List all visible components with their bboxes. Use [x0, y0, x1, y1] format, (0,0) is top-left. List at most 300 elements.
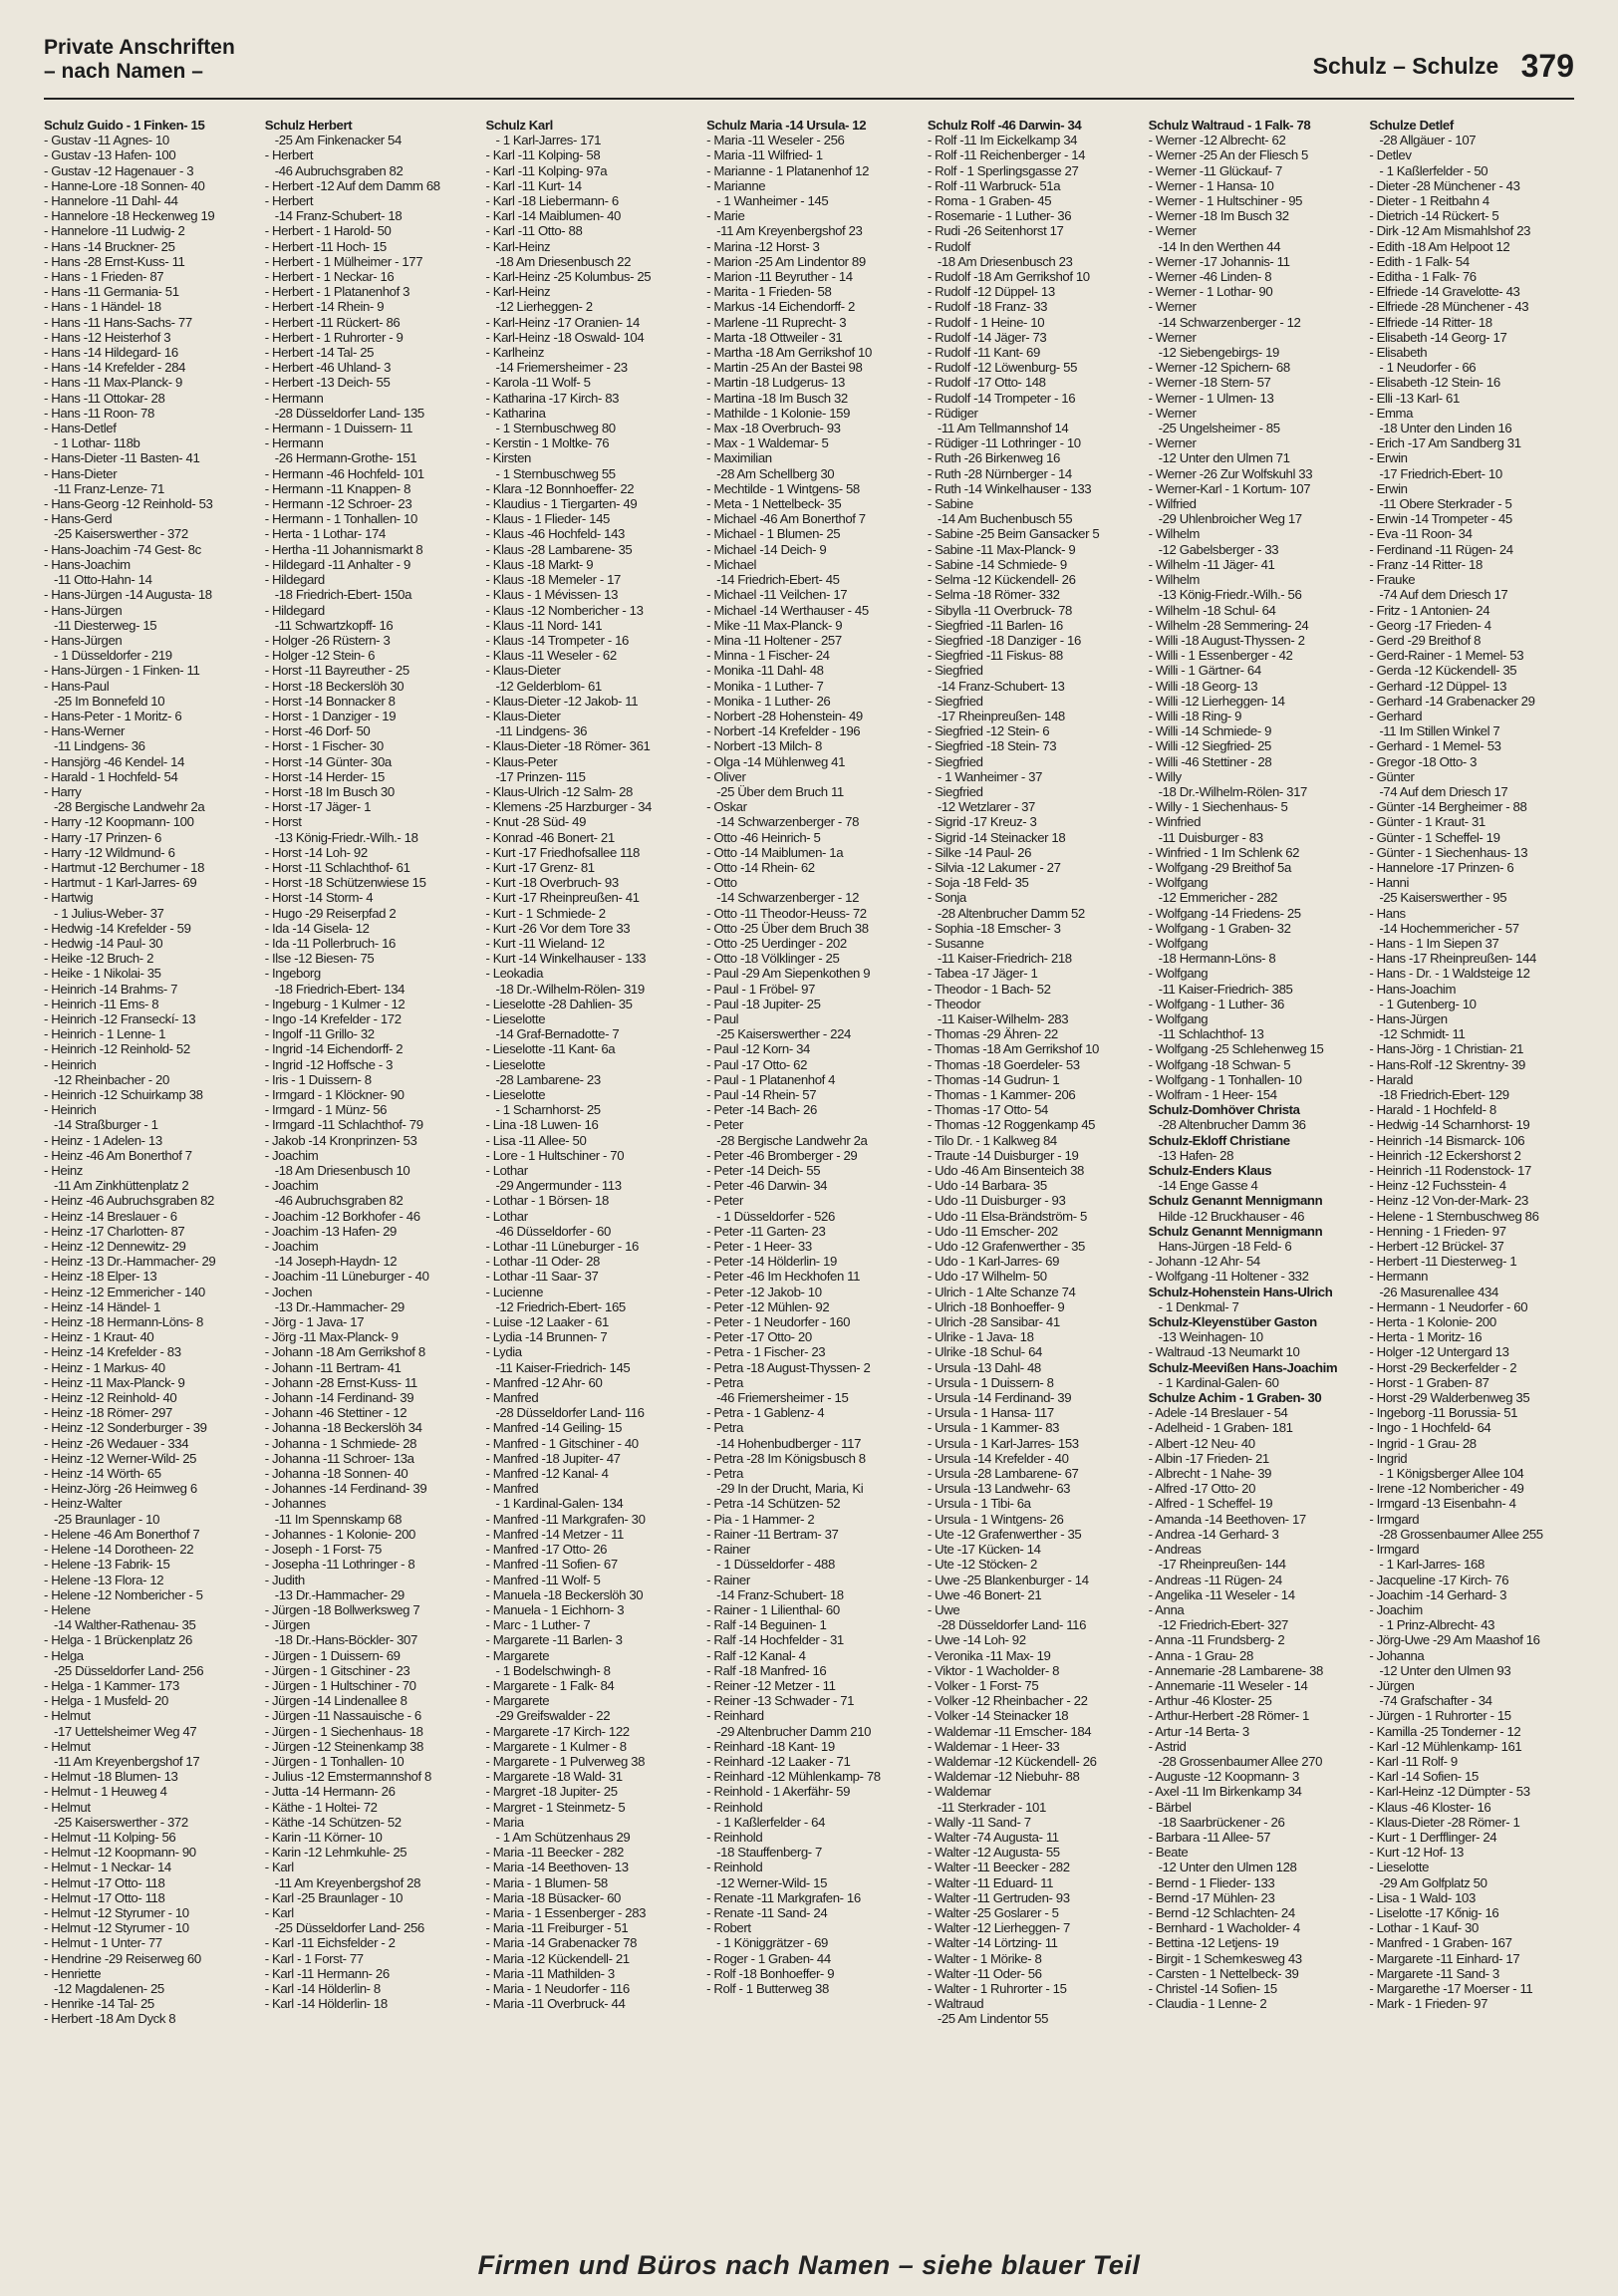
directory-entry: - Klaus -18 Markt- 9 [485, 556, 594, 572]
directory-entry: - Walter -11 Beecker - 282 [927, 1860, 1070, 1875]
directory-entry: - Wilhelm -11 Jäger- 41 [1148, 556, 1275, 572]
directory-entry: -13 König-Friedr.-Wilh.- 56 [1158, 587, 1302, 603]
page-header [44, 30, 1574, 100]
directory-entry: - Hartwig [44, 890, 94, 906]
directory-entry: Schulz-Enders Klaus [1148, 1163, 1272, 1179]
directory-entry: - Herbert -12 Auf dem Damm 68 [264, 177, 440, 193]
directory-entry: -28 Bergische Landwehr 2a [716, 1132, 868, 1148]
directory-entry: - Mark - 1 Frieden- 97 [1369, 1996, 1488, 2012]
directory-entry: - Heinrich [44, 1056, 97, 1072]
directory-entry: - Hildegard [264, 602, 325, 618]
directory-entry: - Herbert -18 Am Dyck 8 [44, 2011, 176, 2027]
directory-entry: - Roger - 1 Graben- 44 [706, 1950, 831, 1966]
directory-entry: -11 Lindgens- 36 [495, 723, 588, 739]
directory-entry: -11 Im Spennskamp 68 [274, 1511, 403, 1527]
directory-entry: - Lothar -11 Oder- 28 [485, 1254, 600, 1270]
directory-entry: - Lydia -14 Brunnen- 7 [485, 1329, 608, 1345]
directory-entry: - Wilhelm [1148, 526, 1200, 542]
directory-entry: - Helmut - 1 Neckar- 14 [44, 1860, 171, 1875]
directory-entry: - Jürgen [1369, 1677, 1415, 1693]
directory-entry: - Karl -14 Maiblumen- 40 [485, 208, 621, 224]
directory-entry: - Hanne-Lore -18 Sonnen- 40 [44, 177, 205, 193]
directory-column-7 [1369, 118, 1582, 2210]
directory-entry: - Heinz -17 Charlotten- 87 [44, 1223, 185, 1239]
directory-entry: -25 Düsseldorfer Land- 256 [54, 1662, 204, 1678]
directory-entry: - Hannelore -11 Ludwig- 2 [44, 223, 185, 239]
directory-entry: - Marta -18 Ottweiler - 31 [706, 329, 843, 345]
directory-entry: - Manfred -14 Geiling- 15 [485, 1420, 623, 1436]
directory-entry: - Heinz -12 Von-der-Mark- 23 [1369, 1193, 1528, 1209]
directory-entry: - Waldemar -12 Kückendell- 26 [927, 1753, 1097, 1769]
directory-entry: Schulz-Kleyenstüber Gaston [1148, 1314, 1317, 1330]
directory-entry: - Hans - 1 Im Siepen 37 [1369, 935, 1499, 951]
directory-entry: - Jürgen - 1 Siechenhaus- 18 [264, 1723, 423, 1739]
directory-entry: - Anna [1148, 1601, 1185, 1617]
directory-entry: - Robert [706, 1920, 751, 1936]
directory-entry: -25 Kaiserswerther - 372 [54, 1814, 188, 1830]
directory-entry: -29 Am Golfplatz 50 [1379, 1874, 1487, 1890]
directory-entry: - Rolf -11 Reichenberger - 14 [927, 147, 1086, 163]
directory-entry: -11 Am Kreyenbergshof 28 [274, 1874, 421, 1890]
directory-entry: -28 Düsseldorfer Land- 116 [937, 1617, 1087, 1633]
directory-entry: - Bernd - 1 Flieder- 133 [1148, 1874, 1275, 1890]
directory-entry: - Harald - 1 Hochfeld- 54 [44, 768, 178, 784]
directory-entry: - Peter -46 Bromberger - 29 [706, 1147, 858, 1163]
directory-entry: - Karl-Heinz -18 Oswald- 104 [485, 329, 645, 345]
directory-entry: - Wolfgang -18 Schwan- 5 [1148, 1056, 1291, 1072]
directory-entry: - Monika - 1 Luther- 26 [706, 693, 831, 709]
directory-entry: - Peter -11 Garten- 23 [706, 1223, 826, 1239]
directory-entry: Schulz-Hohenstein Hans-Ulrich [1148, 1284, 1333, 1299]
directory-entry: - Theodor - 1 Bach- 52 [927, 981, 1051, 997]
directory-entry: - Werner [1148, 329, 1197, 345]
directory-entry: - Rudolf [927, 238, 970, 254]
directory-entry: - Karl [264, 1860, 294, 1875]
directory-entry: - Herta - 1 Kolonie- 200 [1369, 1314, 1496, 1330]
directory-entry: -13 König-Friedr.-Wilh.- 18 [274, 829, 418, 845]
directory-entry: - Wilhelm -28 Semmering- 24 [1148, 617, 1309, 633]
directory-entry: - Manfred -11 Wolf- 5 [485, 1572, 601, 1587]
directory-entry: - Waldemar [927, 1784, 991, 1800]
directory-entry: - Michael - 1 Blumen- 25 [706, 526, 841, 542]
directory-entry: - Manfred - 1 Graben- 167 [1369, 1935, 1512, 1951]
directory-entry: -26 Hermann-Grothe- 151 [274, 450, 417, 466]
directory-entry: - Heike - 1 Nikolai- 35 [44, 966, 161, 982]
directory-entry: - Reinhard [706, 1708, 764, 1724]
directory-entry: - Henning - 1 Frieden- 97 [1369, 1223, 1506, 1239]
directory-entry: - Lieselotte [485, 1010, 546, 1026]
directory-entry: - Horst -11 Bayreuther - 25 [264, 663, 409, 679]
directory-entry: - Reiner -12 Metzer - 11 [706, 1677, 836, 1693]
directory-entry: - Herbert -13 Deich- 55 [264, 375, 391, 391]
directory-entry: - Kurt -11 Wieland- 12 [485, 935, 605, 951]
directory-entry: -11 Am Tellmannshof 14 [937, 421, 1069, 436]
directory-entry: - Werner -11 Glückauf- 7 [1148, 162, 1282, 178]
directory-entry: - Silke -14 Paul- 26 [927, 844, 1032, 860]
directory-entry: -29 Uhlenbroicher Weg 17 [1158, 511, 1302, 527]
directory-entry: - Kirsten [485, 450, 531, 466]
directory-entry: - Manfred -11 Markgrafen- 30 [485, 1511, 646, 1527]
directory-entry: - Johann -14 Ferdinand- 39 [264, 1390, 414, 1406]
directory-entry: - Johannes -14 Ferdinand- 39 [264, 1481, 427, 1497]
directory-entry: - Hartmut -12 Berchumer - 18 [44, 859, 205, 875]
directory-entry: - Hans -14 Bruckner- 25 [44, 238, 175, 254]
directory-entry: - Kamilla -25 Tonderner - 12 [1369, 1723, 1521, 1739]
directory-entry: - Hans -11 Roon- 78 [44, 405, 154, 421]
directory-entry: -28 Altenbrucher Damm 52 [937, 905, 1085, 921]
directory-entry: - Dieter -28 Münchener - 43 [1369, 177, 1520, 193]
directory-entry: - Peter - 1 Heer- 33 [706, 1239, 812, 1255]
directory-entry: - Hannelore -11 Dahl- 44 [44, 193, 178, 209]
directory-entry: -28 Altenbrucher Damm 36 [1158, 1117, 1306, 1133]
directory-entry: - Paul -29 Am Siepenkothen 9 [706, 966, 871, 982]
directory-entry: - Manfred -12 Ahr- 60 [485, 1374, 603, 1390]
directory-entry: - Maria - 1 Neudorfer - 116 [485, 1980, 630, 1996]
directory-entry: - Heinrich - 1 Lenne- 1 [44, 1026, 166, 1042]
directory-entry: - Lydia [485, 1344, 522, 1360]
directory-entry: - Ulrike - 1 Java- 18 [927, 1329, 1034, 1345]
directory-entry: - Kurt - 1 Schmiede- 2 [485, 905, 606, 921]
directory-entry: - Joachim -11 Lüneburger - 40 [264, 1269, 429, 1285]
directory-entry: - Lina -18 Luwen- 16 [485, 1117, 599, 1133]
directory-entry: - Winfried - 1 Im Schlenk 62 [1148, 844, 1300, 860]
directory-entry: - Ralf -14 Beguinen- 1 [706, 1617, 827, 1633]
directory-entry: - Joseph - 1 Forst- 75 [264, 1542, 382, 1558]
page-range-header [1313, 48, 1574, 85]
directory-entry: -26 Masurenallee 434 [1379, 1284, 1498, 1299]
directory-entry: - Otto -18 Völklinger - 25 [706, 951, 840, 967]
directory-entry: -74 Grafschafter - 34 [1379, 1693, 1492, 1709]
directory-entry: - Walter - 1 Ruhrorter - 15 [927, 1980, 1067, 1996]
directory-entry: -25 Kaiserswerther - 224 [716, 1026, 851, 1042]
directory-entry: - Rainer -11 Bertram- 37 [706, 1526, 839, 1542]
directory-entry: - Hermann [1369, 1269, 1429, 1285]
directory-entry: - Tabea -17 Jäger- 1 [927, 966, 1038, 982]
directory-entry: - Hans-Paul [44, 678, 110, 694]
directory-entry: -17 Rheinpreußen- 148 [937, 708, 1065, 723]
directory-entry: - 1 Neudorfer - 66 [1379, 360, 1477, 376]
directory-entry: -46 Düsseldorfer - 60 [495, 1223, 611, 1239]
directory-entry: - Herbert -14 Tal- 25 [264, 345, 375, 361]
directory-entry: - Klaus -46 Hochfeld- 143 [485, 526, 625, 542]
directory-entry: - Hans -12 Heisterhof 3 [44, 329, 171, 345]
directory-entry: - Klaus -11 Weseler - 62 [485, 648, 617, 664]
directory-entry: - Karl-Heinz -25 Kolumbus- 25 [485, 269, 652, 285]
directory-entry: - Claudia - 1 Lenne- 2 [1148, 1996, 1267, 2012]
directory-entry: -46 Aubruchsgraben 82 [274, 1193, 404, 1209]
directory-entry: - Wilhelm [1148, 572, 1200, 588]
directory-entry: - Reinhard -18 Kant- 19 [706, 1738, 835, 1754]
directory-entry: -28 Düsseldorfer Land- 116 [495, 1405, 645, 1421]
directory-entry: - Wolfgang [1148, 935, 1209, 951]
directory-entry: -12 Schmidt- 11 [1379, 1026, 1466, 1042]
directory-entry: - Udo -46 Am Binsenteich 38 [927, 1163, 1084, 1179]
directory-entry: -14 Hochemmericher - 57 [1379, 920, 1519, 936]
directory-entry: - Marc - 1 Luther- 7 [485, 1617, 591, 1633]
directory-entry: - Hedwig -14 Paul- 30 [44, 935, 163, 951]
directory-entry: - 1 Karl-Jarres- 171 [495, 133, 602, 148]
directory-entry: - Hans -11 Max-Planck- 9 [44, 375, 182, 391]
directory-entry: - Elfriede -14 Gravelotte- 43 [1369, 284, 1520, 300]
directory-entry: - Erwin -14 Trompeter - 45 [1369, 511, 1512, 527]
directory-entry: - Reinhard -12 Laaker - 71 [706, 1753, 851, 1769]
directory-entry: - Hans - Dr. - 1 Waldsteige 12 [1369, 966, 1530, 982]
directory-entry: - Horst [264, 814, 302, 830]
section-title [44, 36, 235, 84]
directory-entry: - Jürgen - 1 Tonhallen- 10 [264, 1753, 404, 1769]
directory-entry: - Hannelore -18 Heckenweg 19 [44, 208, 215, 224]
directory-entry: -17 Friedrich-Ebert- 10 [1379, 465, 1502, 481]
directory-entry: - Irmgard - 1 Münz- 56 [264, 1102, 388, 1118]
directory-entry: - Margarethe -17 Moerser - 11 [1369, 1980, 1533, 1996]
directory-entry: - Thomas -18 Goerdeler- 53 [927, 1056, 1080, 1072]
directory-entry: - Margret -18 Jupiter- 25 [485, 1784, 618, 1800]
directory-entry: - Walter -11 Gertruden- 93 [927, 1889, 1070, 1905]
directory-entry: - Margarete - 1 Falk- 84 [485, 1677, 615, 1693]
directory-entry: - Adelheid - 1 Graben- 181 [1148, 1420, 1293, 1436]
directory-entry: - Elfriede -14 Ritter- 18 [1369, 314, 1492, 330]
directory-entry: - Helene -13 Flora- 12 [44, 1572, 164, 1587]
directory-entry: - Johann -12 Ahr- 54 [1148, 1254, 1260, 1270]
directory-entry: - 1 Wanheimer - 145 [716, 193, 829, 209]
directory-entry: - Reinhold [706, 1860, 763, 1875]
directory-entry: - Otto -25 Uerdinger - 202 [706, 935, 847, 951]
directory-entry: - Beate [1148, 1845, 1189, 1861]
directory-entry: - Thomas -17 Otto- 54 [927, 1102, 1048, 1118]
directory-entry: - Herbert -11 Hoch- 15 [264, 238, 387, 254]
directory-entry: - Helmut - 1 Heuweg 4 [44, 1784, 167, 1800]
directory-entry: - Manfred -11 Sofien- 67 [485, 1557, 618, 1573]
directory-entry: - Rudi -26 Seitenhorst 17 [927, 223, 1064, 239]
directory-entry: -25 Über dem Bruch 11 [716, 783, 844, 799]
directory-entry: - Anna - 1 Grau- 28 [1148, 1647, 1253, 1663]
directory-entry: - Joachim -14 Gerhard- 3 [1369, 1586, 1507, 1602]
directory-entry: - Heinz-Walter [44, 1496, 123, 1512]
directory-entry: - Helene -46 Am Bonerthof 7 [44, 1526, 200, 1542]
directory-entry: - 1 Königgrätzer - 69 [716, 1935, 828, 1951]
directory-entry: - Elisabeth -14 Georg- 17 [1369, 329, 1507, 345]
directory-entry: - Wolfgang -11 Holtener - 332 [1148, 1269, 1309, 1285]
directory-entry: - Margarete -18 Wald- 31 [485, 1769, 623, 1785]
directory-entry: - Gustav -12 Hagenauer - 3 [44, 162, 194, 178]
directory-entry: - Werner -18 Stern- 57 [1148, 375, 1271, 391]
directory-entry: - Sibylla -11 Overbruck- 78 [927, 602, 1072, 618]
directory-entry: - Horst -46 Dorf- 50 [264, 723, 371, 739]
directory-entry: -18 Am Driesenbusch 23 [937, 253, 1073, 269]
directory-entry: - Jacqueline -17 Kirch- 76 [1369, 1572, 1509, 1587]
directory-entry: -12 Werner-Wild- 15 [716, 1874, 828, 1890]
directory-entry: - Jürgen - 1 Ruhrorter - 15 [1369, 1708, 1511, 1724]
section-title-line2: – nach Namen – [44, 60, 203, 83]
directory-entry: -11 Kaiser-Friedrich- 385 [1158, 981, 1293, 997]
directory-entry: - Axel -11 Im Birkenkamp 34 [1148, 1784, 1302, 1800]
directory-entry: - Rainer [706, 1542, 750, 1558]
directory-entry: - Uwe -46 Bonert- 21 [927, 1586, 1042, 1602]
directory-entry: - Margarete -11 Einhard- 17 [1369, 1950, 1520, 1966]
directory-entry: -14 Enge Gasse 4 [1158, 1178, 1258, 1194]
directory-entry: Schulz Maria -14 Ursula- 12 [706, 118, 867, 133]
directory-entry: - Günter - 1 Kraut- 31 [1369, 814, 1485, 830]
directory-entry: - Petra - 1 Gablenz- 4 [706, 1405, 825, 1421]
directory-entry: - Ralf -12 Kanal- 4 [706, 1647, 806, 1663]
directory-entry: - Horst -29 Walderbenweg 35 [1369, 1390, 1530, 1406]
directory-entry: - Heinrich [44, 1102, 97, 1118]
directory-entry: - Dieter - 1 Reitbahn 4 [1369, 193, 1489, 209]
directory-entry: - Maria -18 Büsacker- 60 [485, 1889, 621, 1905]
directory-entry: - Ursula - 1 Karl-Jarres- 153 [927, 1435, 1079, 1451]
directory-entry: - Ralf -18 Manfred- 16 [706, 1662, 827, 1678]
directory-entry: - Heinz -14 Krefelder - 83 [44, 1344, 181, 1360]
directory-entry: -13 Hafen- 28 [1158, 1147, 1234, 1163]
directory-entry: - Hans -28 Ernst-Kuss- 11 [44, 253, 185, 269]
directory-entry: - Udo - 1 Karl-Jarres- 69 [927, 1254, 1060, 1270]
directory-entry: -18 Friedrich-Ebert- 129 [1379, 1087, 1509, 1102]
directory-entry: - Paul - 1 Fröbel- 97 [706, 981, 816, 997]
directory-entry: - Hans -11 Hans-Sachs- 77 [44, 314, 192, 330]
directory-entry: - Gerd -29 Breithof 8 [1369, 632, 1482, 648]
directory-entry: - Maria -11 Wilfried- 1 [706, 147, 823, 163]
directory-entry: - Heinrich -12 Franseckí- 13 [44, 1010, 196, 1026]
directory-entry: - Jörg -11 Max-Planck- 9 [264, 1329, 399, 1345]
directory-entry: - Heinz -14 Breslauer - 6 [44, 1208, 177, 1224]
directory-entry: - Mina -11 Holtener - 257 [706, 632, 842, 648]
directory-entry: - Hans -11 Ottokar- 28 [44, 390, 165, 406]
directory-entry: -18 Friedrich-Ebert- 134 [274, 981, 405, 997]
directory-entry: - 1 Bodelschwingh- 8 [495, 1662, 611, 1678]
directory-entry: - Gerda -12 Kückendell- 35 [1369, 663, 1517, 679]
directory-entry: -11 Obere Sterkrader - 5 [1379, 496, 1512, 512]
directory-entry: - Maria -14 Grabenacker 78 [485, 1935, 638, 1951]
directory-column-6 [1149, 118, 1362, 2210]
directory-entry: - Ute -17 Kücken- 14 [927, 1542, 1041, 1558]
directory-entry: - Hans -17 Rheinpreußen- 144 [1369, 951, 1536, 967]
directory-entry: -29 Greifswalder - 22 [495, 1708, 611, 1724]
directory-entry: - Rosemarie - 1 Luther- 36 [927, 208, 1072, 224]
directory-entry: - Paul - 1 Platanenhof 4 [706, 1071, 836, 1087]
directory-entry: -25 Im Bonnefeld 10 [54, 693, 165, 709]
directory-entry: - Katharina [485, 405, 546, 421]
directory-entry: - Herbert -46 Uhland- 3 [264, 360, 392, 376]
directory-entry: - Karl -25 Braunlager - 10 [264, 1889, 404, 1905]
directory-entry: -11 Diesterweg- 15 [54, 617, 157, 633]
directory-entry: - Hans-Rolf -12 Skrentny- 39 [1369, 1056, 1525, 1072]
directory-entry: - Julius -12 Emstermannshof 8 [264, 1769, 431, 1785]
directory-entry: -28 Grossenbaumer Allee 270 [1158, 1753, 1322, 1769]
directory-entry: - Sophia -18 Emscher- 3 [927, 920, 1061, 936]
directory-entry: - Martina -18 Im Busch 32 [706, 390, 848, 406]
directory-entry: - Rudolf -17 Otto- 148 [927, 375, 1046, 391]
directory-entry: - Heinrich -12 Reinhold- 52 [44, 1041, 190, 1057]
directory-entry: - Harry -12 Koopmann- 100 [44, 814, 194, 830]
directory-entry: - Willi -46 Stettiner - 28 [1148, 753, 1272, 769]
directory-entry: - Herbert -11 Rückert- 86 [264, 314, 401, 330]
directory-entry: - Hans-Detlef [44, 421, 117, 436]
directory-entry: - Irmgard -11 Schlachthof- 79 [264, 1117, 423, 1133]
directory-entry: - Lothar - 1 Kauf- 30 [1369, 1920, 1479, 1936]
directory-entry: - Andreas -11 Rügen- 24 [1148, 1572, 1282, 1587]
directory-entry: - Werner -12 Albrecht- 62 [1148, 133, 1286, 148]
directory-entry: - Max -18 Overbruch- 93 [706, 421, 841, 436]
directory-entry: - Hans-Jörg - 1 Christian- 21 [1369, 1041, 1524, 1057]
directory-entry: - Karin -12 Lehmkuhle- 25 [264, 1845, 407, 1861]
directory-entry: - Werner - 1 Lothar- 90 [1148, 284, 1273, 300]
directory-entry: -28 Am Schellberg 30 [716, 465, 835, 481]
directory-entry: -28 Lambarene- 23 [495, 1071, 601, 1087]
directory-entry: - Willy [1148, 768, 1182, 784]
directory-entry: -14 Schwarzenberger - 12 [1158, 314, 1301, 330]
directory-entry: - Johann -46 Stettiner - 12 [264, 1405, 407, 1421]
directory-entry: - Ulrich - 1 Alte Schanze 74 [927, 1284, 1076, 1299]
directory-entry: - Johann -11 Bertram- 41 [264, 1359, 402, 1375]
directory-entry: -14 Franz-Schubert- 18 [716, 1586, 844, 1602]
directory-entry: - Helmut -12 Styrumer - 10 [44, 1904, 189, 1920]
directory-entry: - Maria -11 Mathilden- 3 [485, 1965, 615, 1981]
directory-entry: - Michael -11 Veilchen- 17 [706, 587, 848, 603]
directory-entry: - Werner-Karl - 1 Kortum- 107 [1148, 480, 1311, 496]
directory-entry: - Manfred [485, 1390, 539, 1406]
directory-entry: - Ingo -14 Krefelder - 172 [264, 1010, 402, 1026]
directory-entry: - Heinz - 1 Kraut- 40 [44, 1329, 154, 1345]
directory-entry: -13 Dr.-Hammacher- 29 [274, 1298, 404, 1314]
directory-entry: -14 Walther-Rathenau- 35 [54, 1617, 196, 1633]
directory-entry: - Jürgen -18 Bollwerksweg 7 [264, 1601, 420, 1617]
directory-entry: - Günter - 1 Scheffel- 19 [1369, 829, 1500, 845]
directory-entry: - Rolf -11 Im Eickelkamp 34 [927, 133, 1078, 148]
directory-entry: -18 Am Driesenbusch 10 [274, 1163, 410, 1179]
directory-entry: - Jürgen [264, 1617, 310, 1633]
directory-entry: - Norbert -14 Krefelder - 196 [706, 723, 861, 739]
directory-entry: Schulz-Ekloff Christiane [1148, 1132, 1290, 1148]
directory-entry: - Heinrich -12 Schuirkamp 38 [44, 1087, 203, 1102]
directory-entry: - Helmut [44, 1708, 91, 1724]
directory-entry: - Helmut -12 Styrumer - 10 [44, 1920, 189, 1936]
directory-entry: - Klaus - 1 Flieder- 145 [485, 511, 610, 527]
directory-entry: - Jakob -14 Kronprinzen- 53 [264, 1132, 417, 1148]
directory-entry: - Oskar [706, 799, 747, 815]
directory-entry: - Margarete [485, 1647, 550, 1663]
directory-entry: - Klaus -12 Nombericher - 13 [485, 602, 644, 618]
directory-entry: - Helga - 1 Brückenplatz 26 [44, 1632, 192, 1648]
directory-entry: -18 Dr.-Wilhelm-Rölen- 319 [495, 981, 645, 997]
directory-entry: - Siegfried -18 Danziger - 16 [927, 632, 1081, 648]
directory-entry: - Herbert - 1 Ruhrorter - 9 [264, 329, 404, 345]
directory-entry: - Hans-Joachim -74 Gest- 8c [44, 541, 201, 557]
directory-entry: - Astrid [1148, 1738, 1187, 1754]
directory-entry: - Siegfried -18 Stein- 73 [927, 738, 1057, 754]
directory-entry: -46 Friemersheimer - 15 [716, 1390, 849, 1406]
directory-entry: - 1 Julius-Weber- 37 [54, 905, 164, 921]
directory-entry: -12 Friedrich-Ebert- 327 [1158, 1617, 1288, 1633]
directory-entry: - Ursula -28 Lambarene- 67 [927, 1466, 1079, 1482]
directory-entry: - Johanna [1369, 1647, 1425, 1663]
directory-entry: - Heinz -12 Sonderburger - 39 [44, 1420, 207, 1436]
directory-entry: - Sabine -25 Beim Gansacker 5 [927, 526, 1100, 542]
directory-entry: - Maria -11 Freiburger - 51 [485, 1920, 629, 1936]
directory-entry: - Hermann -46 Hochfeld- 101 [264, 465, 424, 481]
directory-entry: - Heinz -14 Wörth- 65 [44, 1466, 161, 1482]
directory-columns [44, 118, 1582, 2210]
directory-entry: - Jutta -14 Hermann- 26 [264, 1784, 396, 1800]
directory-entry: - Helene -13 Fabrik- 15 [44, 1557, 170, 1573]
directory-entry: - Helene [44, 1601, 91, 1617]
directory-entry: - Ulrich -28 Sansibar- 41 [927, 1314, 1060, 1330]
directory-entry: - Norbert -28 Hohenstein- 49 [706, 708, 863, 723]
directory-entry: - Dirk -12 Am Mismahlshof 23 [1369, 223, 1531, 239]
directory-entry: - Peter -14 Deich- 55 [706, 1163, 821, 1179]
directory-entry: - Heinz -26 Wedauer - 334 [44, 1435, 189, 1451]
directory-entry: - Gerd-Rainer - 1 Memel- 53 [1369, 648, 1524, 664]
directory-entry: - Ida -11 Pollerbruch- 16 [264, 935, 396, 951]
